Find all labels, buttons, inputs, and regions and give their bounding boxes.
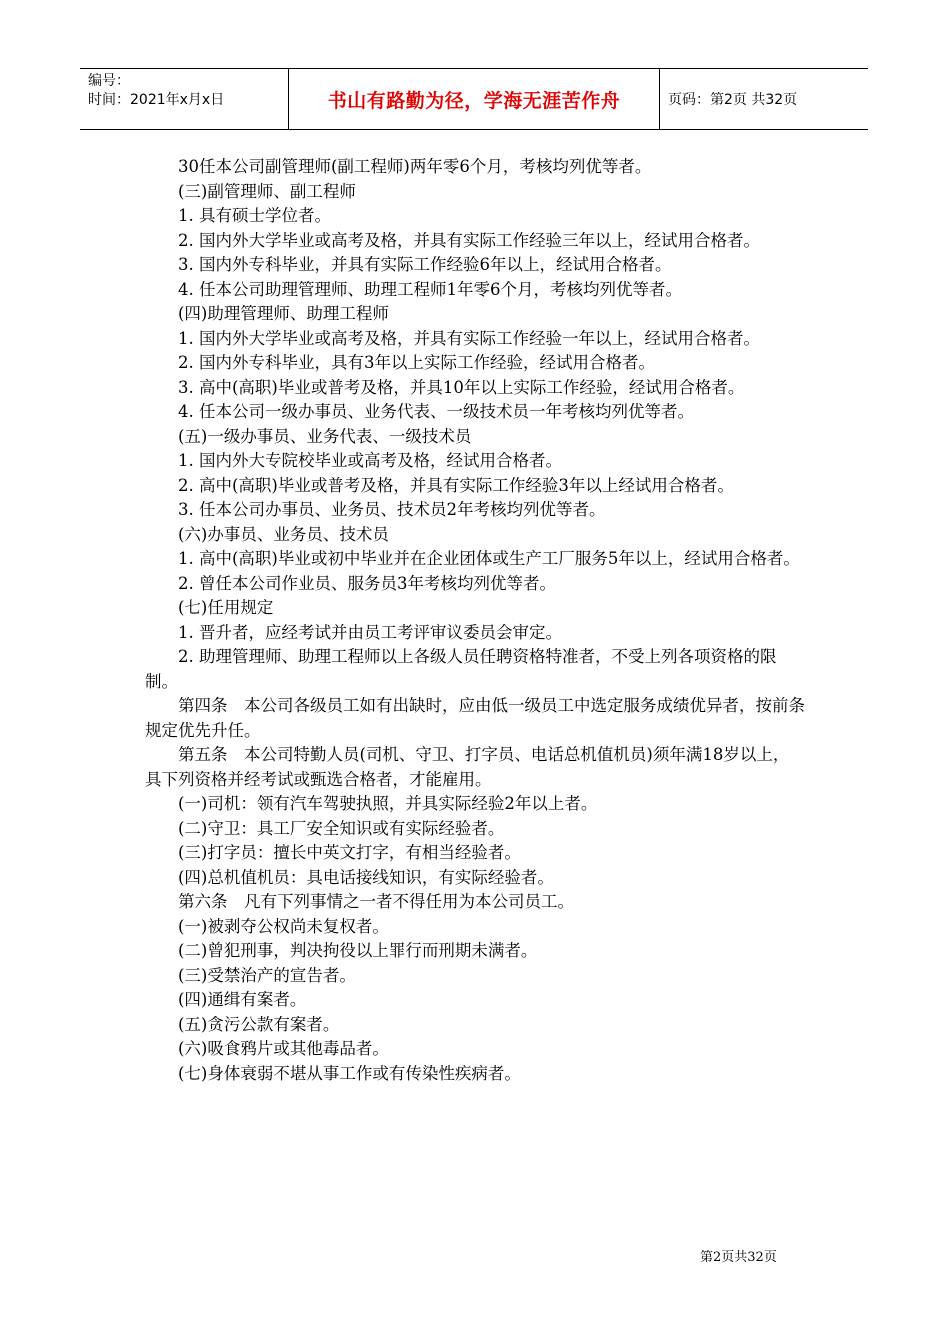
document-body — [145, 155, 805, 1086]
paragraph: 1. 具有硕士学位者。 — [178, 206, 331, 225]
paragraph: 1. 国内外大学毕业或高考及格，并具有实际工作经验一年以上，经试用合格者。 — [178, 328, 760, 348]
paragraph: 3. 任本公司办事员、业务员、技术员2年考核均列优等者。 — [178, 500, 606, 519]
paragraph: 4. 任本公司一级办事员、业务代表、一级技术员一年考核均列优等者。 — [178, 402, 694, 421]
paragraph: (六)吸食鸦片或其他毒品者。 — [178, 1039, 389, 1058]
paragraph: (一)被剥夺公权尚未复权者。 — [178, 916, 389, 936]
paragraph: (四)通缉有案者。 — [178, 990, 307, 1009]
header-motto-cell — [289, 69, 660, 129]
paragraph: (三)受禁治产的宣告者。 — [178, 965, 356, 985]
paragraph: (二)曾犯刑事，判决拘役以上罪行而刑期未满者。 — [178, 941, 538, 960]
paragraph: (四)总机值机员：具电话接线知识，有实际经验者。 — [178, 867, 554, 887]
page-header — [80, 68, 868, 130]
paragraph: 2. 曾任本公司作业员、服务员3年考核均列优等者。 — [178, 573, 556, 593]
paragraph: (五)贪污公款有案者。 — [178, 1014, 340, 1034]
document-time-label: 时间：2021年x月x日 — [88, 92, 225, 108]
page-footer: 第2页共32页 — [700, 1250, 777, 1265]
paragraph: 2. 助理管理师、助理工程师以上各级人员任聘资格特准者，不受上列各项资格的限制。 — [145, 647, 777, 691]
paragraph: (七)任用规定 — [178, 598, 274, 617]
paragraph: (四)助理管理师、助理工程师 — [178, 304, 389, 323]
paragraph: 4. 任本公司助理管理师、助理工程师1年零6个月，考核均列优等者。 — [178, 279, 682, 299]
header-page-info: 页码：第2页 共32页 — [668, 92, 798, 108]
paragraph: 2. 国内外大学毕业或高考及格，并具有实际工作经验三年以上，经试用合格者。 — [178, 230, 760, 250]
paragraph: 1. 国内外大专院校毕业或高考及格，经试用合格者。 — [178, 451, 562, 470]
paragraph: 30任本公司副管理师(副工程师)两年零6个月，考核均列优等者。 — [178, 157, 652, 176]
paragraph: (六)办事员、业务员、技术员 — [178, 524, 389, 544]
paragraph: (三)打字员：擅长中英文打字，有相当经验者。 — [178, 843, 521, 862]
paragraph: 1. 晋升者，应经考试并由员工考评审议委员会审定。 — [178, 622, 562, 642]
paragraph: 1. 高中(高职)毕业或初中毕业并在企业团体或生产工厂服务5年以上，经试用合格者。 — [178, 549, 800, 568]
paragraph: 2. 高中(高职)毕业或普考及格，并具有实际工作经验3年以上经试用合格者。 — [178, 475, 734, 495]
paragraph: 3. 高中(高职)毕业或普考及格，并具10年以上实际工作经验，经试用合格者。 — [178, 377, 745, 397]
paragraph: 3. 国内外专科毕业，并具有实际工作经验6年以上，经试用合格者。 — [178, 255, 672, 274]
paragraph: 2. 国内外专科毕业，具有3年以上实际工作经验，经试用合格者。 — [178, 353, 655, 372]
document-number-label: 编号： — [88, 73, 130, 89]
paragraph: (一)司机：领有汽车驾驶执照，并具实际经验2年以上者。 — [178, 794, 598, 813]
paragraph: 第六条 凡有下列事情之一者不得任用为本公司员工。 — [178, 892, 574, 911]
paragraph: 第五条 本公司特勤人员(司机、守卫、打字员、电话总机值机员)须年满18岁以上，具下列资格并经考试或甄选合格者，才能雇用。 — [145, 745, 790, 789]
paragraph: (五)一级办事员、业务代表、一级技术员 — [178, 426, 472, 446]
header-motto: 书山有路勤为径，学海无涯苦作舟 — [327, 89, 621, 112]
header-meta — [80, 69, 289, 129]
paragraph: (三)副管理师、副工程师 — [178, 181, 356, 201]
paragraph: 第四条 本公司各级员工如有出缺时，应由低一级员工中选定服务成绩优异者，按前条规定优先升任。 — [145, 696, 805, 740]
paragraph: (七)身体衰弱不堪从事工作或有传染性疾病者。 — [178, 1063, 521, 1083]
paragraph: (二)守卫：具工厂安全知识或有实际经验者。 — [178, 818, 505, 838]
